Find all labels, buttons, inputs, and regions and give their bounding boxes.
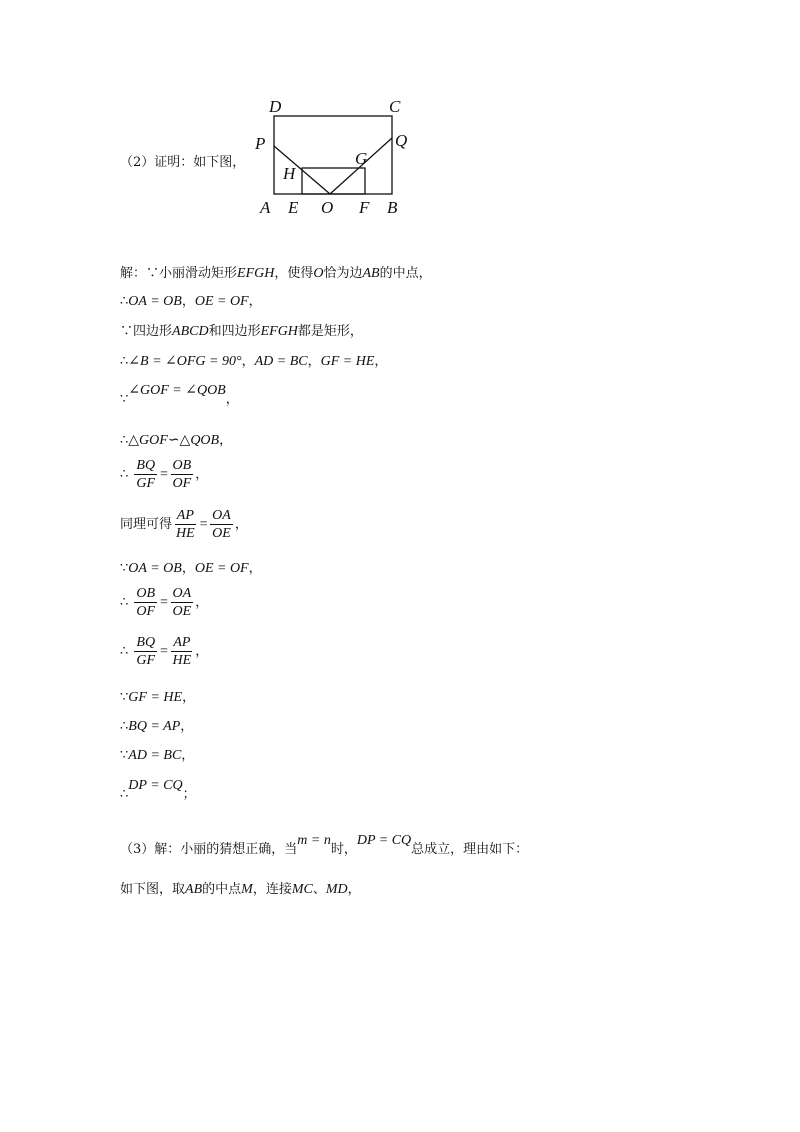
proof-line: ∵AD = BC， — [120, 748, 195, 763]
proof-line: ∴DP = CQ； — [120, 778, 196, 802]
label-b: B — [387, 198, 398, 216]
fraction: $\frac{OB}{OF}$ — [172, 458, 192, 491]
proof-line: ∴ $\frac{BQ}{GF}$ = $\frac{OB}{OF}$ ， — [120, 458, 209, 491]
fraction: $\frac{OB}{OF}$ — [136, 586, 156, 619]
proof-line: 解：∵小丽滑动矩形EFGH，使得O恰为边AB的中点， — [120, 266, 432, 281]
proof-line: ∵OA = OB，OE = OF， — [120, 561, 262, 576]
fraction: $\frac{AP}{HE}$ — [172, 635, 192, 668]
label-e: E — [288, 198, 299, 216]
fraction: $\frac{OA}{OE}$ — [212, 508, 231, 541]
label-d: D — [269, 97, 282, 116]
label-p: P — [255, 134, 266, 153]
label-c: C — [389, 97, 401, 116]
proof-line: ∵GF = HE， — [120, 690, 196, 705]
part2-label: （2）证明：如下图， — [120, 155, 246, 170]
label-g: G — [355, 149, 368, 168]
label-o: O — [321, 198, 334, 216]
label-q: Q — [395, 131, 408, 150]
label-h: H — [283, 164, 296, 183]
part3-line1: （3）解：小丽的猜想正确，当m = n时，DP = CQ总成立，理由如下： — [120, 833, 529, 857]
fraction: $\frac{BQ}{GF}$ — [136, 458, 156, 491]
proof-line: ∴OA = OB，OE = OF， — [120, 294, 262, 309]
proof-line: ∵∠GOF = ∠QOB， — [120, 383, 239, 407]
part3-line2: 如下图，取AB的中点M，连接MC、MD， — [120, 882, 361, 897]
fraction: $\frac{BQ}{GF}$ — [136, 635, 156, 668]
proof-line: ∴△GOF∽△QOB， — [120, 433, 233, 448]
proof-line: 同理可得 $\frac{AP}{HE}$ = $\frac{OA}{OE}$ ， — [120, 508, 248, 541]
fraction: $\frac{AP}{HE}$ — [176, 508, 195, 541]
fraction: $\frac{OA}{OE}$ — [172, 586, 192, 619]
label-f: F — [359, 198, 370, 216]
label-a: A — [260, 198, 271, 216]
proof-line: ∴∠B = ∠OFG = 90°，AD = BC，GF = HE， — [120, 354, 388, 369]
geometry-figure — [250, 96, 450, 216]
proof-line: ∵四边形ABCD和四边形EFGH都是矩形， — [120, 324, 363, 339]
proof-line: ∴ $\frac{OB}{OF}$ = $\frac{OA}{OE}$ ， — [120, 586, 209, 619]
proof-line: ∴BQ = AP， — [120, 719, 194, 734]
proof-line: ∴ $\frac{BQ}{GF}$ = $\frac{AP}{HE}$ ， — [120, 635, 209, 668]
